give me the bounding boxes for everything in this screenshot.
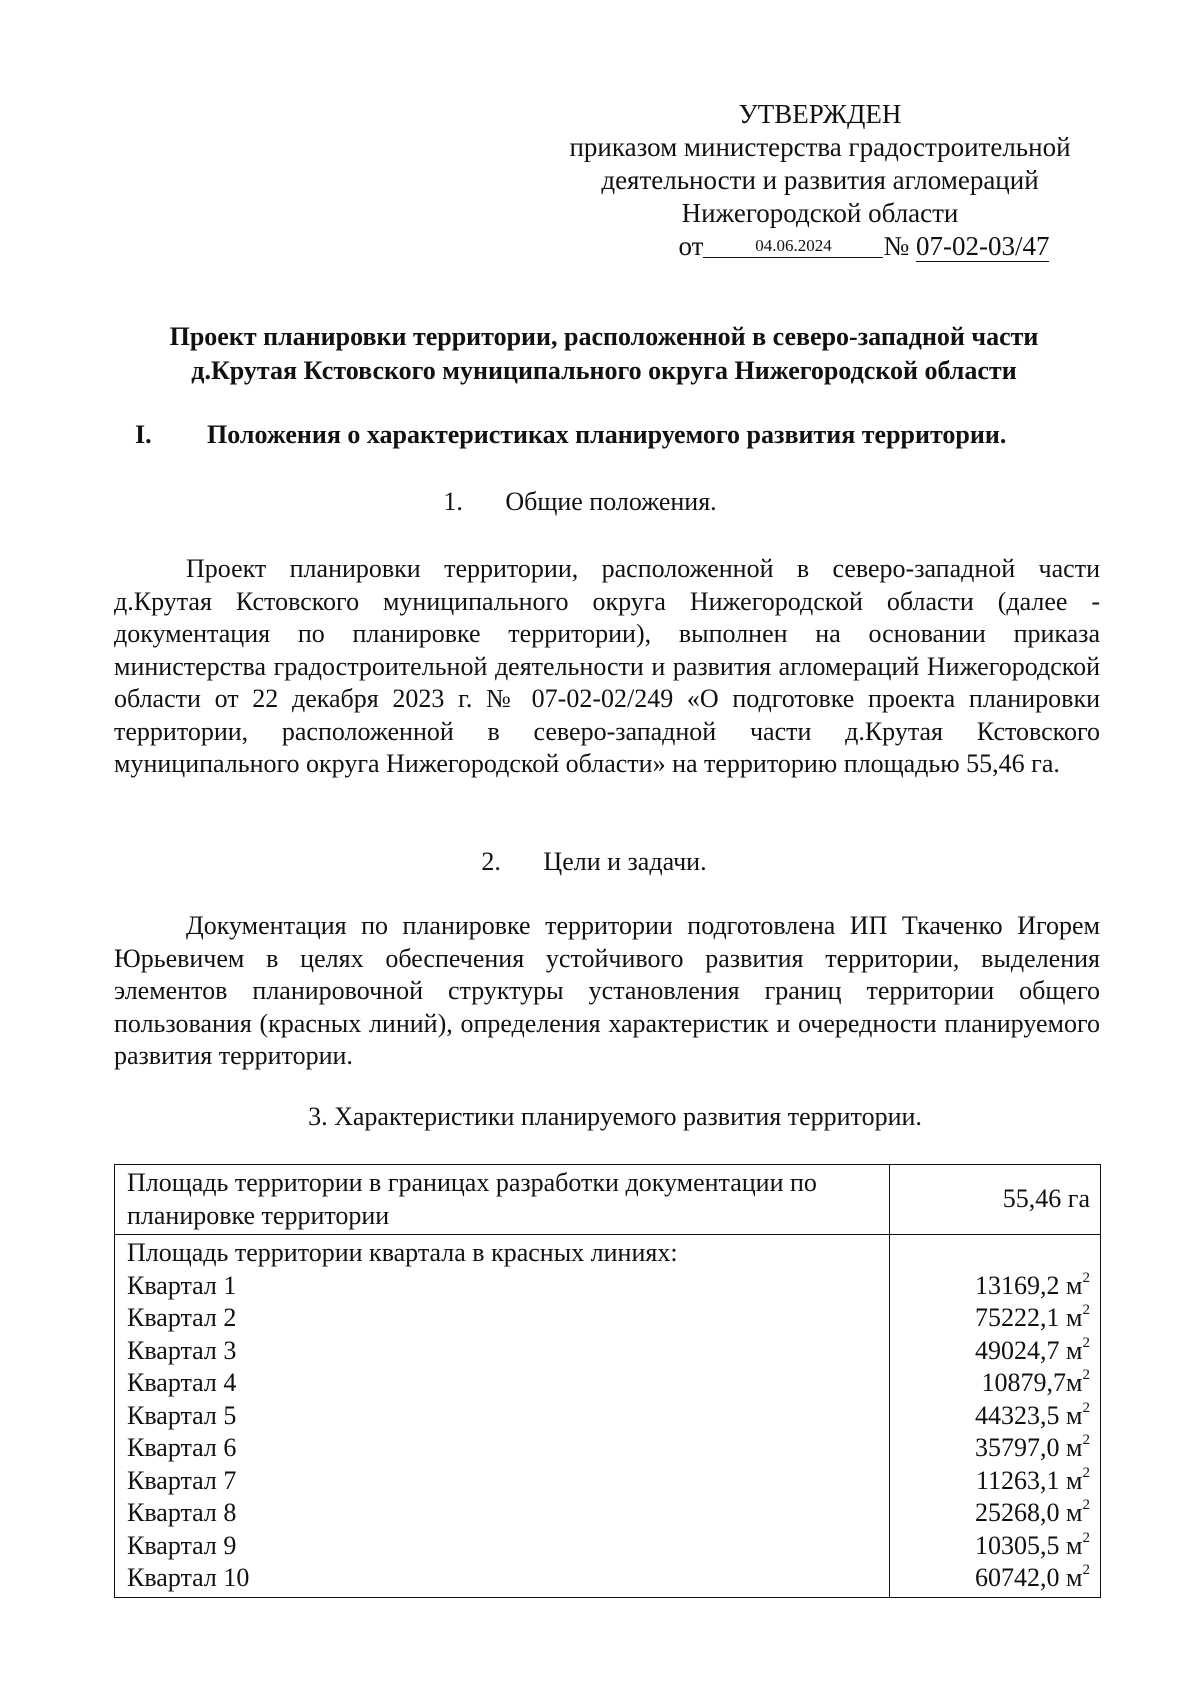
section-roman-numeral: I.	[135, 420, 152, 449]
quarters-header: Площадь территории квартала в красных линиях:	[127, 1238, 678, 1267]
quarter-area: 10305,5 $м^2$	[975, 1529, 1090, 1560]
paragraph-general: Проект планировки территории, расположенной в северо-западной части д.Крутая Кстовского муниципального округа Нижегородской области (далее - документация по планировке территории), выполнен на основании приказа министерства градостроительной деятельности и развития агломераций Нижегородской области от 22 декабря 2023 г. № 07-02-02/249 «О подготовке проекта планировки территории, расположенной в северо-западной части д.Крутая Кстовского муниципального округа Нижегородской области» на территорию площадью 55,46 га.	[114, 554, 1100, 778]
table-cell-value	[890, 1235, 1101, 1598]
quarter-name: Квартал 10	[127, 1563, 250, 1592]
quarter-name: Квартал 4	[127, 1368, 237, 1397]
quarter-area: 49024,7 $м^2$	[975, 1334, 1090, 1365]
subsection-heading-1	[0, 485, 1200, 519]
quarter-name: Квартал 6	[127, 1433, 237, 1462]
characteristics-table	[114, 1164, 1101, 1598]
title-line-2: д.Крутая Кстовского муниципального округа Нижегородской области	[191, 356, 1017, 385]
subsection-number: 2.	[481, 847, 501, 876]
subsection-heading-2	[0, 845, 1200, 879]
table-row	[115, 1235, 1101, 1598]
approval-line-3: Нижегородской области	[681, 198, 959, 228]
subsection-title: Общие положения.	[505, 487, 717, 516]
subsection-title: Цели и задачи.	[543, 847, 707, 876]
approval-date: 04.06.2024	[703, 235, 883, 258]
table-row	[115, 1165, 1101, 1235]
quarter-area: 44323,5 $м^2$	[975, 1399, 1090, 1430]
quarter-name: Квартал 8	[127, 1498, 237, 1527]
quarter-area: $10879,7м^2$	[981, 1367, 1090, 1397]
quarter-area: 25268,0 $м^2$	[975, 1497, 1090, 1527]
subsection-number: 1.	[443, 487, 463, 516]
paragraph-goals: Документация по планировке территории подготовлена ИП Ткаченко Игорем Юрьевичем в целях обеспечения устойчивого развития территории, выделения элементов планировочной структуры установления границ территории общего пользования (красных линий), определения характеристик и очередности планируемого развития территории.	[114, 911, 1100, 1070]
quarter-name: Квартал 9	[127, 1530, 237, 1560]
quarter-name: Квартал 5	[127, 1400, 237, 1430]
approval-block	[540, 98, 1100, 263]
date-prefix: от	[678, 231, 704, 261]
section-title: Положения о характеристиках планируемого развития территории.	[207, 420, 1007, 449]
title-line-1: Проект планировки территории, расположенной в северо-западной части	[169, 322, 1039, 351]
quarter-area: 35797,0 $м^2$	[975, 1432, 1090, 1462]
approval-date-line	[540, 230, 1100, 263]
table-cell-label: Площадь территории в границах разработки документации по планировке территории	[115, 1165, 890, 1235]
quarter-name: Квартал 7	[127, 1465, 237, 1495]
quarter-name: Квартал 1	[127, 1270, 237, 1300]
number-prefix: №	[883, 231, 910, 261]
table-cell-label	[115, 1235, 890, 1598]
quarter-name: Квартал 2	[127, 1303, 237, 1332]
approval-line-1: приказом министерства градостроительной	[569, 132, 1071, 162]
approval-number: 07-02-03/47	[915, 231, 1050, 261]
quarter-area: 75222,1 $м^2$	[975, 1302, 1090, 1332]
approval-status: УТВЕРЖДЕН	[738, 99, 902, 129]
quarter-name: Квартал 3	[127, 1335, 237, 1365]
quarter-area: 11263,1 $м^2$	[976, 1464, 1090, 1495]
table-cell-value: 55,46 га	[890, 1165, 1101, 1235]
quarter-area: 60742,0 $м^2$	[975, 1562, 1090, 1592]
approval-line-2: деятельности и развития агломераций	[601, 165, 1039, 195]
section-heading	[135, 418, 1095, 452]
document-title	[114, 320, 1094, 388]
subsection-heading-3: 3. Характеристики планируемого развития территории.	[308, 1102, 922, 1131]
quarter-area: 13169,2 $м^2$	[975, 1269, 1090, 1300]
